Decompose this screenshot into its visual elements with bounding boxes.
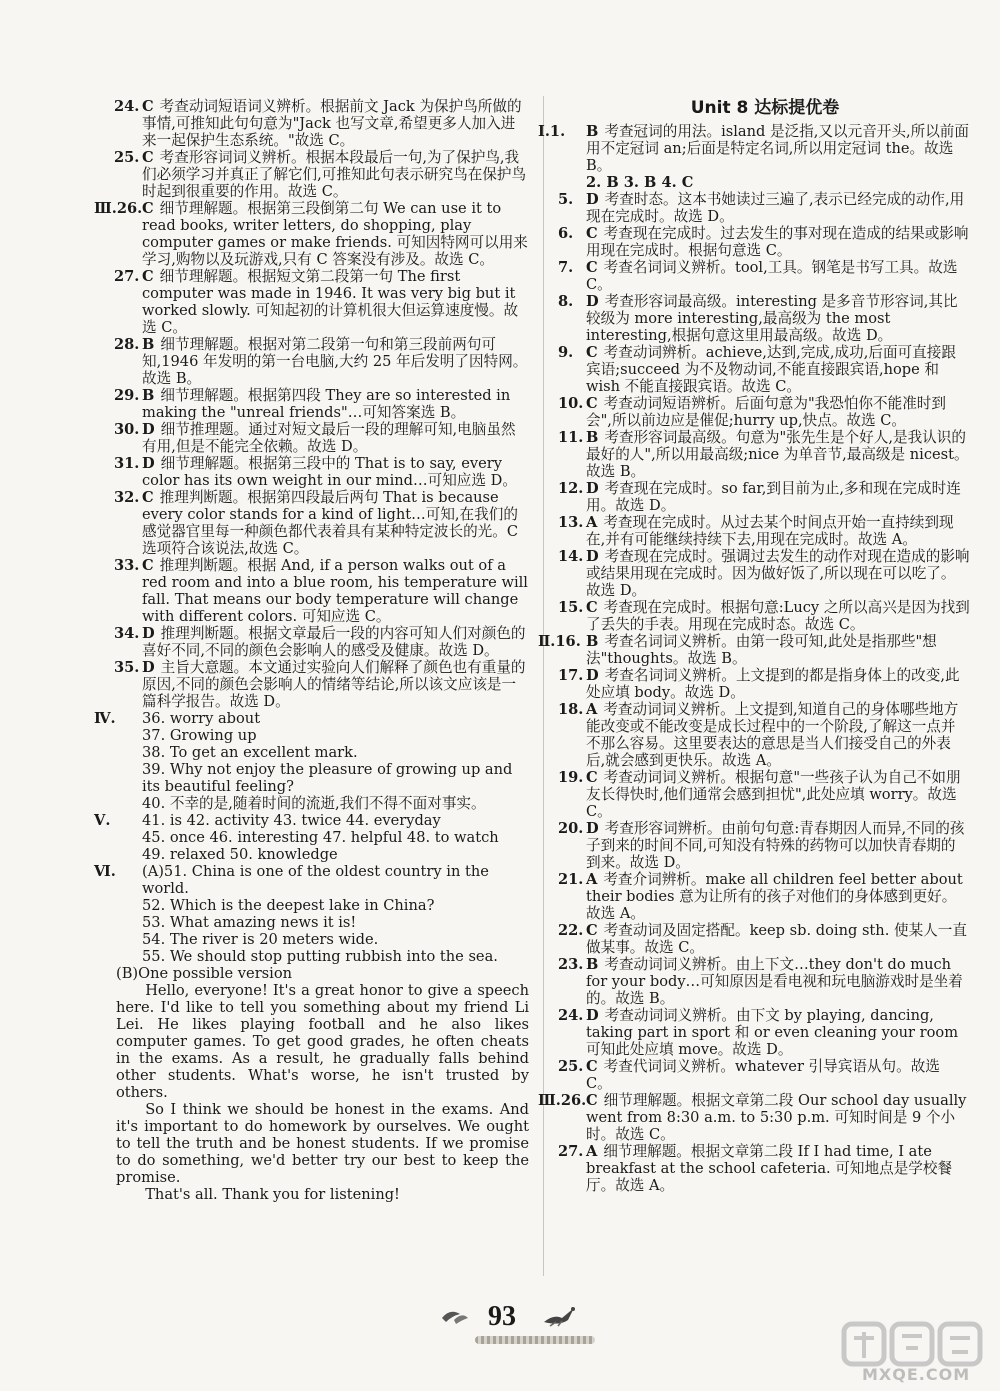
answer-letter: C bbox=[142, 489, 154, 506]
answer-entry bbox=[560, 514, 970, 548]
answer-letter: C bbox=[142, 268, 154, 285]
question-number: 20. bbox=[558, 820, 584, 837]
essay-label: (B)One possible version bbox=[116, 965, 293, 982]
answer-letter: C bbox=[586, 769, 598, 786]
question-number: 24. bbox=[558, 1007, 584, 1024]
answer-entry bbox=[560, 191, 970, 225]
answer-letter: C bbox=[586, 225, 598, 242]
question-number: 10. bbox=[558, 395, 584, 412]
answer-line: 52. Which is the deepest lake in China? bbox=[142, 897, 435, 914]
answer-letter: A bbox=[586, 514, 598, 531]
explanation-text: 考查形容词最高级。interesting 是多音节形容词,其比较级为 more interesting,最高级为 the most interesting,根据句意这里用最高级。故选 D。 bbox=[586, 293, 958, 344]
explanation-text: 考查名词词义辨析。tool,工具。钢笔是书写工具。故选 C。 bbox=[586, 259, 958, 293]
answer-letter: B bbox=[586, 633, 599, 650]
question-number bbox=[94, 200, 142, 217]
answer-entry bbox=[560, 769, 970, 820]
answer-letter: D bbox=[586, 548, 599, 565]
answer-letter: D bbox=[142, 625, 155, 642]
answer-entry bbox=[116, 98, 529, 149]
section-text: 41. is 42. activity 43. twice 44. everyday bbox=[142, 812, 441, 829]
explanation-text: 考查形容词最高级。句意为"张先生是个好人,是我认识的最好的人",所以用最高级;nice 为单音节,最高级是 nicest。故选 B。 bbox=[586, 429, 969, 480]
explanation-text: 考查动词词义辨析。由下文 by playing, dancing, taking part in sport 和 or even cleaning your room 可知此处应填 move。故选 D。 bbox=[586, 1007, 959, 1058]
answer-entry bbox=[538, 1092, 970, 1143]
question-number: 35. bbox=[114, 659, 140, 676]
question-number: 13. bbox=[558, 514, 584, 531]
answer-letter: C bbox=[142, 98, 154, 115]
answer-entry bbox=[560, 956, 970, 1007]
explanation-text: 细节理解题。根据短文第二段第一句 The first computer was made in 1946. It was very big but it worked slowly. 可知起初的计算机很大但运算速度慢。故选 C。 bbox=[142, 268, 519, 336]
explanation-text: 考查代词词义辨析。whatever 引导宾语从句。故选 C。 bbox=[586, 1058, 940, 1092]
answer-letter: A bbox=[586, 1143, 598, 1160]
question-number: 23. bbox=[558, 956, 584, 973]
answer-letter: C bbox=[586, 922, 598, 939]
explanation-text: 细节理解题。根据文章第二段 Our school day usually went from 8:30 a.m. to 5:30 p.m. 可知时间是 9 个小时。故选 C。 bbox=[586, 1092, 967, 1143]
explanation-text: 考查现在完成时。根据句意:Lucy 之所以高兴是因为找到了丢失的手表。用现在完成时态。故选 C。 bbox=[586, 599, 970, 633]
question-number: 31. bbox=[114, 455, 140, 472]
explanation-text: 考查现在完成时。so far,到目前为止,多和现在完成时连用。故选 D。 bbox=[586, 480, 961, 514]
explanation-text: 推理判断题。根据第四段最后两句 That is because every color stands for a kind of light…可知,在我们的感觉器官里每一种颜色都代表着具有某种特定波长的光。C 选项符合该说法,故选 C。 bbox=[142, 489, 519, 557]
answer-letter: C bbox=[586, 1058, 598, 1075]
explanation-text: 主旨大意题。本文通过实验向人们解释了颜色也有重量的原因,不同的颜色会影响人的情绪等结论,所以该文应该是一篇科学报告。故选 D。 bbox=[142, 659, 526, 710]
bird-ornament-icon bbox=[540, 1300, 580, 1328]
question-number: 28. bbox=[114, 336, 140, 353]
question-number: 19. bbox=[558, 769, 584, 786]
question-number bbox=[538, 1092, 586, 1109]
answer-entry bbox=[116, 387, 529, 421]
answer-line: 37. Growing up bbox=[142, 727, 257, 744]
answer-entry bbox=[560, 667, 970, 701]
explanation-text: 考查动词词义辨析。上文提到,知道自己的身体哪些地方能改变或不能改变是成长过程中的一个阶段,了解这一点并不那么容易。这里要表达的意思是当人们接受自己的外表后,就会感到更快乐。故选 A。 bbox=[586, 701, 959, 769]
answer-line: 40. 不幸的是,随着时间的流逝,我们不得不面对事实。 bbox=[142, 795, 486, 812]
answer-entry bbox=[116, 659, 529, 710]
explanation-text: 考查动词词义辨析。根据句意"一些孩子认为自己不如朋友长得快时,他们通常会感到担忧",此处应填 worry。故选 C。 bbox=[586, 769, 961, 820]
section-text: 36. worry about bbox=[142, 710, 261, 727]
answer-letter: C bbox=[586, 1092, 598, 1109]
section-line bbox=[94, 812, 529, 829]
answer-letter: D bbox=[142, 659, 155, 676]
explanation-text: 考查介词辨析。make all children feel better about their bodies 意为让所有的孩子对他们的身体感到更好。故选 A。 bbox=[586, 871, 963, 922]
answer-letter: B bbox=[586, 956, 599, 973]
right-column bbox=[538, 98, 970, 1194]
answer-letter: D bbox=[586, 667, 599, 684]
section-line bbox=[94, 863, 529, 897]
explanation-text: 考查动词及固定搭配。keep sb. doing sth. 使某人一直做某事。故选 C。 bbox=[586, 922, 967, 956]
section-roman-numeral: Ⅱ. bbox=[538, 633, 556, 650]
leaf-ornament-icon bbox=[440, 1306, 470, 1326]
section-roman-numeral: Ⅵ. bbox=[94, 863, 116, 880]
answer-entry bbox=[560, 871, 970, 922]
left-column bbox=[94, 98, 529, 1203]
explanation-text: 考查现在完成时。强调过去发生的动作对现在造成的影响或结果用现在完成时。因为做好饭了,所以现在可以吃了。故选 D。 bbox=[586, 548, 970, 599]
question-number: 18. bbox=[558, 701, 584, 718]
question-number bbox=[538, 633, 581, 650]
answer-letter: D bbox=[142, 421, 155, 438]
answer-entry bbox=[538, 633, 970, 667]
question-number: 33. bbox=[114, 557, 140, 574]
answer-letter: C bbox=[586, 395, 598, 412]
answer-entry bbox=[538, 123, 970, 174]
answer-line: 45. once 46. interesting 47. helpful 48. to watch bbox=[142, 829, 499, 846]
answer-entry bbox=[94, 200, 529, 268]
explanation-text: 考查冠词的用法。island 是泛指,又以元音开头,所以前面用不定冠词 an;后面是特定名词,所以用定冠词 the。故选 B。 bbox=[586, 123, 969, 174]
answer-letter: D bbox=[142, 455, 155, 472]
essay-paragraph: So I think we should be honest in the exams. And it's important to do homework by ourselves. We ought to tell the truth and be honest students. If we promise to do something, we'd better try our best to keep the promise. bbox=[116, 1101, 529, 1186]
page-number: 93 bbox=[488, 1301, 516, 1332]
explanation-text: 细节理解题。根据第四段 They are so interested in making the "unreal friends"…可知答案选 B。 bbox=[142, 387, 511, 421]
section-roman-numeral: Ⅰ. bbox=[538, 123, 550, 140]
answer-entry bbox=[116, 489, 529, 557]
answer-line: 55. We should stop putting rubbish into the sea. bbox=[142, 948, 498, 965]
essay-paragraph: Hello, everyone! It's a great honor to give a speech here. I'd like to tell you something about my friend Li Lei. He likes playing football and he also likes computer games. To get good grades, he often cheats in the exams. As a result, he gradually falls behind other students. What's worse, he isn't trusted by others. bbox=[116, 982, 529, 1101]
explanation-text: 细节推理题。通过对短文最后一段的理解可知,电脑虽然有用,但是不能完全依赖。故选 D。 bbox=[142, 421, 516, 455]
question-number: 34. bbox=[114, 625, 140, 642]
answer-entry bbox=[560, 259, 970, 293]
question-number: 32. bbox=[114, 489, 140, 506]
answer-entry bbox=[560, 820, 970, 871]
answer-entry bbox=[560, 344, 970, 395]
answer-entry bbox=[560, 1143, 970, 1194]
explanation-text: 考查现在完成时。过去发生的事对现在造成的结果或影响用现在完成时。根据句意选 C。 bbox=[586, 225, 969, 259]
question-number: 27. bbox=[114, 268, 140, 285]
answer-letter: B bbox=[142, 336, 155, 353]
answer-entry bbox=[560, 1007, 970, 1058]
explanation-text: 细节理解题。根据对第二段第一句和第三段前两句可知,1946 年发明的第一台电脑,大约 25 年后发明了因特网。故选 B。 bbox=[142, 336, 528, 387]
answer-letter: B bbox=[586, 429, 599, 446]
answer-letter: A bbox=[586, 871, 598, 888]
answer-entry bbox=[560, 1058, 970, 1092]
decorative-band bbox=[475, 1336, 595, 1344]
answer-entry bbox=[560, 395, 970, 429]
question-number-value: 1. bbox=[549, 123, 566, 140]
question-number-value: 26. bbox=[116, 200, 143, 217]
question-number: 5. bbox=[558, 191, 574, 208]
question-number: 12. bbox=[558, 480, 584, 497]
question-number bbox=[538, 123, 565, 140]
answer-entry bbox=[560, 225, 970, 259]
explanation-text: 细节理解题。根据文章第二段 If I had time, I ate breakfast at the school cafeteria. 可知地点是学校餐厅。故选 A。 bbox=[586, 1143, 953, 1194]
question-number: 25. bbox=[558, 1058, 584, 1075]
explanation-text: 考查现在完成时。从过去某个时间点开始一直持续到现在,并有可能继续持续下去,用现在完成时。故选 A。 bbox=[586, 514, 954, 548]
question-number: 14. bbox=[558, 548, 584, 565]
answer-letter: D bbox=[586, 293, 599, 310]
question-number: 27. bbox=[558, 1143, 584, 1160]
explanation-text: 考查动词短语辨析。后面句意为"我恐怕你不能准时到会",所以前边应是催促;hurry up,快点。故选 C。 bbox=[586, 395, 946, 429]
explanation-text: 考查形容词辨析。由前句句意:青春期因人而异,不同的孩子到来的时间不同,可知没有特殊的药物可以加快青春期的到来。故选 D。 bbox=[586, 820, 965, 871]
section-roman-numeral: Ⅲ. bbox=[538, 1092, 561, 1109]
answer-letter: C bbox=[586, 259, 598, 276]
answer-entry bbox=[560, 480, 970, 514]
explanation-text: 考查名词词义辨析。上文提到的都是指身体上的改变,此处应填 body。故选 D。 bbox=[586, 667, 960, 701]
question-number: 8. bbox=[558, 293, 574, 310]
explanation-text: 推理判断题。根据 And, if a person walks out of a red room and into a blue room, his temperature will fall. That means our body temperature will change with different colors. 可知应选 C。 bbox=[142, 557, 528, 625]
answer-entry bbox=[116, 625, 529, 659]
right-column-entries bbox=[538, 123, 970, 1194]
question-number: 22. bbox=[558, 922, 584, 939]
answer-entry bbox=[560, 922, 970, 956]
answer-entry bbox=[116, 557, 529, 625]
answer-line: 39. Why not enjoy the pleasure of growing up and its beautiful feeling? bbox=[142, 761, 513, 795]
question-number: 7. bbox=[558, 259, 574, 276]
answer-entry bbox=[560, 429, 970, 480]
section-roman-numeral: Ⅲ. bbox=[94, 200, 117, 217]
answer-letter: D bbox=[586, 480, 599, 497]
question-number: 11. bbox=[558, 429, 584, 446]
explanation-text: 考查名词词义辨析。由第一段可知,此处是指那些"想法"thoughts。故选 B。 bbox=[586, 633, 937, 667]
explanation-text: 细节理解题。根据第三段中的 That is to say, every color has its own weight in our mind…可知应选 D。 bbox=[142, 455, 517, 489]
answer-line: 2. B 3. B 4. C bbox=[586, 174, 694, 191]
answer-letter: B bbox=[142, 387, 155, 404]
explanation-text: 考查动词词义辨析。由上下文…they don't do much for your body…可知原因是看电视和玩电脑游戏时是坐着的。故选 B。 bbox=[586, 956, 963, 1007]
question-number: 30. bbox=[114, 421, 140, 438]
answer-letter: C bbox=[142, 557, 154, 574]
section-roman-numeral: Ⅴ. bbox=[94, 812, 111, 829]
question-number: 15. bbox=[558, 599, 584, 616]
answer-letter: C bbox=[586, 344, 598, 361]
answer-line: 53. What amazing news it is! bbox=[142, 914, 357, 931]
question-number: 17. bbox=[558, 667, 584, 684]
section-line bbox=[94, 710, 529, 727]
answer-entry bbox=[116, 421, 529, 455]
answer-entry bbox=[560, 293, 970, 344]
answer-entry bbox=[560, 548, 970, 599]
explanation-text: 考查动词辨析。achieve,达到,完成,成功,后面可直接跟宾语;succeed 为不及物动词,不能直接跟宾语,hope 和 wish 不能直接跟宾语。故选 C。 bbox=[586, 344, 956, 395]
answer-letter: C bbox=[142, 149, 154, 166]
answer-letter: C bbox=[142, 200, 154, 217]
question-number: 29. bbox=[114, 387, 140, 404]
answer-letter: C bbox=[586, 599, 598, 616]
answer-entry bbox=[116, 336, 529, 387]
answer-entry bbox=[560, 599, 970, 633]
explanation-text: 考查时态。这本书她读过三遍了,表示已经完成的动作,用现在完成时。故选 D。 bbox=[586, 191, 965, 225]
question-number: 25. bbox=[114, 149, 140, 166]
question-number-value: 26. bbox=[560, 1092, 587, 1109]
answer-letter: D bbox=[586, 191, 599, 208]
answer-entry bbox=[116, 149, 529, 200]
question-number-value: 16. bbox=[555, 633, 581, 650]
essay-paragraph: That's all. Thank you for listening! bbox=[145, 1186, 400, 1203]
answer-letter: A bbox=[586, 701, 598, 718]
section-text: (A)51. China is one of the oldest country in the world. bbox=[142, 863, 489, 897]
question-number: 9. bbox=[558, 344, 574, 361]
answer-letter: D bbox=[586, 820, 599, 837]
answer-line: 54. The river is 20 meters wide. bbox=[142, 931, 379, 948]
answer-entry bbox=[560, 701, 970, 769]
explanation-text: 细节理解题。根据第三段倒第二句 We can use it to read books, writer letters, do shopping, play computer games or make friends. 可知因特网可以用来学习,购物以及玩游戏,只有 C 答案没有涉及。故选 C。 bbox=[142, 200, 528, 268]
section-heading: Unit 8 达标提优卷 bbox=[690, 98, 840, 118]
answer-letter: B bbox=[586, 123, 599, 140]
question-number: 21. bbox=[558, 871, 584, 888]
section-roman-numeral: Ⅳ. bbox=[94, 710, 116, 727]
explanation-text: 推理判断题。根据文章最后一段的内容可知人们对颜色的喜好不同,不同的颜色会影响人的感受及健康。故选 D。 bbox=[142, 625, 526, 659]
answer-line: 49. relaxed 50. knowledge bbox=[142, 846, 338, 863]
answer-letter: D bbox=[586, 1007, 599, 1024]
question-number: 24. bbox=[114, 98, 140, 115]
explanation-text: 考查形容词词义辨析。根据本段最后一句,为了保护鸟,我们必须学习并真正了解它们,可推知此句表示研究鸟在保护鸟时起到很重要的作用。故选 C。 bbox=[142, 149, 527, 200]
answer-entry bbox=[116, 268, 529, 336]
answer-entry bbox=[116, 455, 529, 489]
explanation-text: 考查动词短语词义辨析。根据前文 Jack 为保护鸟所做的事情,可推知此句句意为"Jack 也写文章,希望更多人加入进来一起保护生态系统。"故选 C。 bbox=[142, 98, 522, 149]
answer-line: 38. To get an excellent mark. bbox=[142, 744, 358, 761]
question-number: 6. bbox=[558, 225, 574, 242]
watermark-text: MXQE.COM bbox=[862, 1365, 971, 1384]
